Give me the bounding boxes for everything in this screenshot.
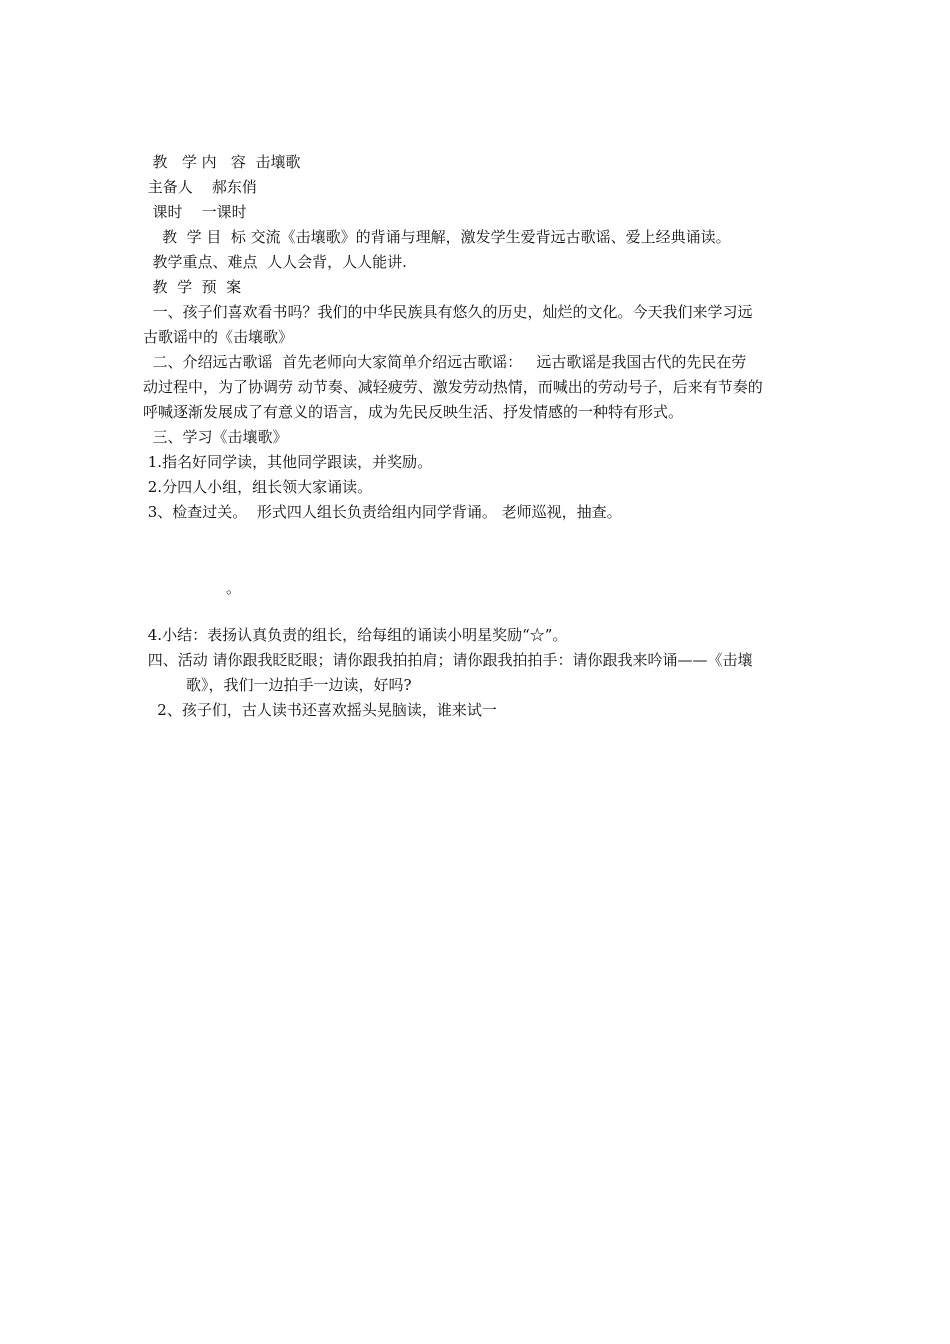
title-line: 教 学 内 容 击壤歌 bbox=[143, 153, 301, 171]
stray-period: 。 bbox=[226, 579, 242, 597]
section-four-line-1: 四、活动 请你跟我眨眨眼；请你跟我拍拍肩；请你跟我拍拍手：请你跟我来吟诵——《击壤 bbox=[143, 651, 753, 669]
section-one-line-2: 古歌谣中的《击壤歌》 bbox=[143, 328, 294, 346]
section-two-line-3: 呼喊逐渐发展成了有意义的语言，成为先民反映生活、抒发情感的一种特有形式。 bbox=[143, 403, 684, 421]
step-1-line: 1.指名好同学读，其他同学跟读，并奖励。 bbox=[143, 453, 433, 471]
section-four-line-2: 歌》，我们一边拍手一边读，好吗? bbox=[186, 676, 412, 694]
section-two-line-1: 二、介绍远古歌谣 首先老师向大家简单介绍远古歌谣： 远古歌谣是我国古代的先民在劳 bbox=[143, 353, 747, 371]
step-2-line: 2.分四人小组，组长领大家诵读。 bbox=[143, 478, 373, 496]
step-3-line: 3、检查过关。 形式四人组长负责给组内同学背诵。 老师巡视，抽查。 bbox=[143, 503, 622, 521]
plan-heading: 教 学 预 案 bbox=[143, 278, 242, 296]
activity-2-line: 2、孩子们，古人读书还喜欢摇头晃脑读，谁来试一 bbox=[143, 701, 497, 719]
step-4-line: 4.小结：表扬认真负责的组长，给每组的诵读小明星奖励“☆”。 bbox=[143, 626, 568, 644]
class-hours-line: 课时 一课时 bbox=[143, 203, 247, 221]
objective-line: 教 学 目 标 交流《击壤歌》的背诵与理解，激发学生爱背远古歌谣、爱上经典诵读。 bbox=[143, 228, 731, 246]
section-two-line-2: 动过程中，为了协调劳 动节奏、减轻疲劳、激发劳动热情，而喊出的劳动号子，后来有节奏的 bbox=[143, 378, 763, 396]
key-points-line: 教学重点、难点 人人会背，人人能讲. bbox=[143, 253, 407, 271]
preparer-line: 主备人 郝东俏 bbox=[143, 178, 257, 196]
section-three-heading: 三、学习《击壤歌》 bbox=[143, 428, 288, 446]
section-one-line-1: 一、孩子们喜欢看书吗？我们的中华民族具有悠久的历史，灿烂的文化。今天我们来学习远 bbox=[143, 303, 753, 321]
